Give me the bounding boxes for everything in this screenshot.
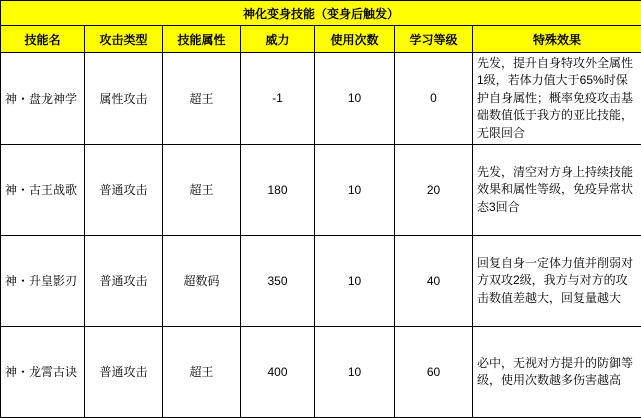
column-header-learn-level: 学习等级 [395, 26, 473, 53]
cell-skill-attribute: 超数码 [163, 235, 241, 326]
cell-uses: 10 [315, 326, 395, 417]
cell-special-effect: 先发，清空对方身上持续技能效果和属性等级，免疫异常状态3回合 [473, 144, 641, 235]
cell-special-effect: 回复自身一定体力值并削弱对方双攻2级，我方与对方的攻击数值差越大，回复量越大 [473, 235, 641, 326]
column-header-uses: 使用次数 [315, 26, 395, 53]
cell-learn-level: 40 [395, 235, 473, 326]
cell-attack-type: 普通攻击 [85, 326, 163, 417]
cell-skill-attribute: 超王 [163, 326, 241, 417]
cell-skill-attribute: 超王 [163, 144, 241, 235]
column-header-skill-attribute: 技能属性 [163, 26, 241, 53]
table-row [1, 235, 641, 326]
cell-uses: 10 [315, 53, 395, 145]
cell-skill-name: 神・龙霄古诀 [1, 326, 85, 417]
cell-power: 400 [241, 326, 315, 417]
cell-learn-level: 60 [395, 326, 473, 417]
cell-attack-type: 普通攻击 [85, 235, 163, 326]
column-header-power: 威力 [241, 26, 315, 53]
cell-skill-name: 神・升皇影刃 [1, 235, 85, 326]
cell-special-effect: 先发，提升自身特攻外全属性1级，若体力值大于65%时保护自身属性；概率免疫攻击基础数值低于我方的亚比技能，无限回合 [473, 53, 641, 145]
cell-uses: 10 [315, 235, 395, 326]
cell-skill-name: 神・盘龙神学 [1, 53, 85, 145]
column-header-attack-type: 攻击类型 [85, 26, 163, 53]
cell-skill-attribute: 超王 [163, 53, 241, 145]
table-title: 神化变身技能（变身后触发） [1, 1, 641, 26]
cell-attack-type: 属性攻击 [85, 53, 163, 145]
column-header-skill-name: 技能名 [1, 26, 85, 53]
cell-learn-level: 0 [395, 53, 473, 145]
cell-learn-level: 20 [395, 144, 473, 235]
table-header-row [1, 26, 641, 53]
table-title-row [1, 1, 641, 26]
column-header-special-effect: 特殊效果 [473, 26, 641, 53]
table-row [1, 53, 641, 145]
cell-uses: 10 [315, 144, 395, 235]
cell-power: 180 [241, 144, 315, 235]
cell-attack-type: 普通攻击 [85, 144, 163, 235]
cell-power: 350 [241, 235, 315, 326]
cell-special-effect: 必中，无视对方提升的防御等级，使用次数越多伤害越高 [473, 326, 641, 417]
cell-skill-name: 神・古王战歌 [1, 144, 85, 235]
table-row [1, 144, 641, 235]
cell-power: -1 [241, 53, 315, 145]
table-row [1, 326, 641, 417]
